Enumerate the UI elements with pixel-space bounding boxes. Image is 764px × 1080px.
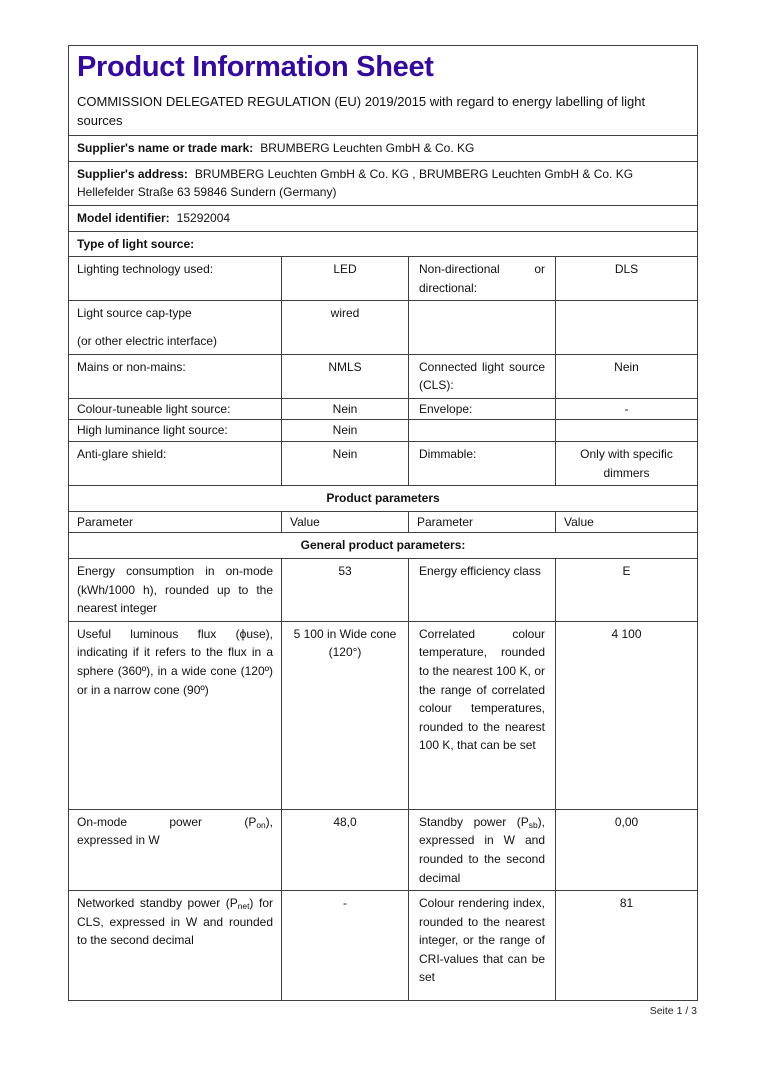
mains-value: NMLS: [282, 354, 409, 398]
model-identifier-value: 15292004: [176, 211, 231, 226]
dimmable-label: Dimmable:: [409, 441, 556, 485]
standby-power-label: Standby power $(P_{sb})$, expressed in W and rounded to the second decimal: [409, 809, 556, 890]
high-luminance-label: High luminance light source:: [69, 420, 282, 442]
page-title: Product Information Sheet: [77, 51, 434, 83]
on-mode-power-row: [69, 809, 698, 890]
type-of-light-source-row: [69, 231, 698, 257]
on-mode-power-label: [69, 809, 282, 890]
high-luminance-row: [69, 420, 698, 442]
colour-tuneable-label: Colour-tuneable light source:: [69, 398, 282, 420]
connected-light-source-label: Connected light source (CLS):: [409, 354, 556, 398]
standby-power-value: 0,00: [556, 809, 698, 890]
dimmable-value: Only with specific dimmers: [556, 441, 698, 485]
correlated-colour-temperature-label: Correlated colour temperature, rounded to the nearest 100 K, or the range of correlated colour temperatures, rounded to the nearest 100 K, that can be set: [409, 621, 556, 809]
supplier-address-value: BRUMBERG Leuchten GmbH & Co. KG , BRUMBERG Leuchten GmbH & Co. KG Hellefelder Straße 63 59846 Sundern (Germany): [77, 166, 634, 200]
colour-tuneable-row: [69, 398, 698, 420]
lighting-technology-value: LED: [282, 257, 409, 301]
energy-consumption-label: Energy consumption in on-mode (kWh/1000 h), rounded up to the nearest integer: [69, 558, 282, 621]
anti-glare-label: Anti-glare shield:: [69, 441, 282, 485]
cap-type-label: [69, 301, 282, 354]
energy-efficiency-class-value: E: [556, 558, 698, 621]
general-parameters-section-row: [69, 533, 698, 559]
supplier-name-row: [69, 136, 698, 162]
on-mode-power-value: 48,0: [282, 809, 409, 890]
supplier-name-value: BRUMBERG Leuchten GmbH & Co. KG: [260, 141, 475, 156]
colour-tuneable-value: Nein: [282, 398, 409, 420]
cap-type-label-line1: Light source cap-type: [77, 306, 192, 321]
cap-type-row: [69, 301, 698, 354]
product-parameters-section-title: Product parameters: [69, 486, 698, 512]
model-identifier-label: Model identifier:: [77, 211, 170, 226]
empty-cell: [556, 420, 698, 442]
net-subscript: net: [237, 901, 250, 912]
type-of-light-source-label: Type of light source:: [77, 236, 195, 251]
column-header-value-2: Value: [556, 511, 698, 533]
colour-rendering-index-label: Colour rendering index, rounded to the nearest integer, or the range of CRI-values that can be set: [409, 891, 556, 1001]
luminous-flux-label: Useful luminous flux (ϕuse), indicating if it refers to the flux in a sphere (360º), in a wide cone (120º) or in a narrow cone (90º): [69, 621, 282, 809]
supplier-address-row: [69, 161, 698, 205]
product-info-table: [68, 45, 698, 1001]
empty-cell: [556, 301, 698, 354]
model-identifier-cell: [69, 206, 698, 232]
energy-efficiency-class-label: Energy efficiency class: [409, 558, 556, 621]
energy-consumption-value: 53: [282, 558, 409, 621]
type-of-light-source-cell: [69, 231, 698, 257]
networked-standby-row: [69, 891, 698, 1001]
envelope-label: Envelope:: [409, 398, 556, 420]
column-header-parameter-1: Parameter: [69, 511, 282, 533]
page-subtitle: COMMISSION DELEGATED REGULATION (EU) 2019/2015 with regard to energy labelling of light sources: [77, 94, 646, 128]
product-parameters-section-row: [69, 486, 698, 512]
on-mode-power-label-line1: On-mode power $(P_{on})$,: [77, 814, 273, 830]
empty-cell: [409, 301, 556, 354]
mains-row: [69, 354, 698, 398]
directional-label: Non-directional or directional:: [409, 257, 556, 301]
connected-light-source-value: Nein: [556, 354, 698, 398]
luminous-flux-value: 5 100 in Wide cone (120°): [282, 621, 409, 809]
title-row: [69, 46, 698, 136]
luminous-flux-row: [69, 621, 698, 809]
networked-standby-label: Networked standby power $(P_{net})$ for CLS, expressed in W and rounded to the second decimal: [69, 891, 282, 1001]
supplier-name-cell: [69, 136, 698, 162]
anti-glare-value: Nein: [282, 441, 409, 485]
mains-label: Mains or non-mains:: [69, 354, 282, 398]
sb-subscript: sb: [528, 819, 538, 830]
networked-standby-value: -: [282, 891, 409, 1001]
supplier-address-cell: [69, 161, 698, 205]
page-number: Seite 1 / 3: [649, 1005, 697, 1017]
on-subscript: on: [256, 819, 266, 830]
cap-type-label-line2: (or other electric interface): [77, 334, 218, 348]
energy-consumption-row: [69, 558, 698, 621]
column-header-parameter-2: Parameter: [409, 511, 556, 533]
colour-rendering-index-value: 81: [556, 891, 698, 1001]
directional-value: DLS: [556, 257, 698, 301]
lighting-technology-row: [69, 257, 698, 301]
empty-cell: [409, 420, 556, 442]
anti-glare-row: [69, 441, 698, 485]
general-parameters-section-title: General product parameters:: [69, 533, 698, 559]
cap-type-value: wired: [282, 301, 409, 354]
supplier-address-label: Supplier's address:: [77, 166, 188, 181]
column-header-row: [69, 511, 698, 533]
column-header-value-1: Value: [282, 511, 409, 533]
title-cell: [69, 46, 698, 136]
lighting-technology-label: Lighting technology used:: [69, 257, 282, 301]
envelope-value: -: [556, 398, 698, 420]
model-identifier-row: [69, 206, 698, 232]
supplier-name-label: Supplier's name or trade mark:: [77, 141, 254, 156]
correlated-colour-temperature-value: 4 100: [556, 621, 698, 809]
high-luminance-value: Nein: [282, 420, 409, 442]
on-mode-power-label-line2: expressed in W: [77, 833, 160, 848]
